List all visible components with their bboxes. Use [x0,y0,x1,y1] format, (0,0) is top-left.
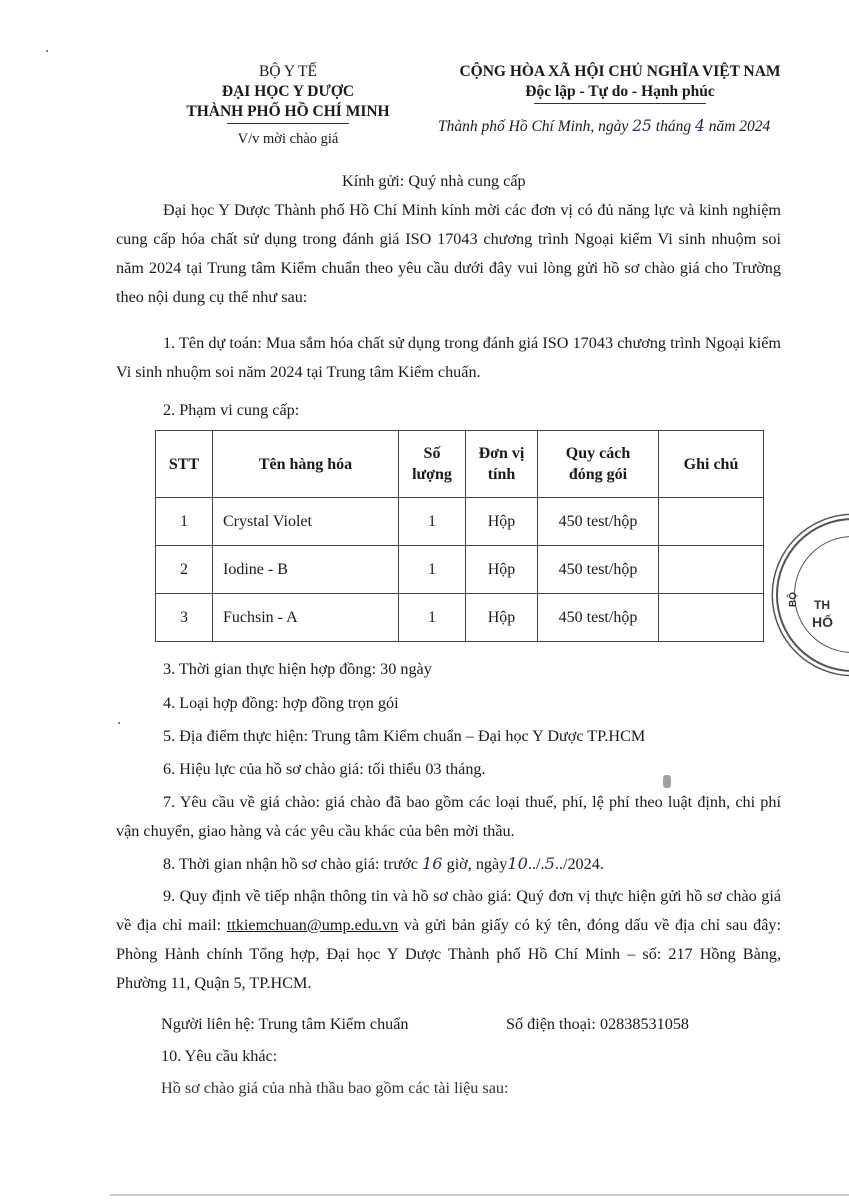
page-bottom-edge [110,1194,849,1196]
item-10-text: Hồ sơ chào giá của nhà thầu bao gồm các tài liệu sau: [161,1079,509,1097]
header-pack-line2: đóng gói [568,466,628,483]
item-4: 4. Loại hợp đồng: hợp đồng trọn gói [163,694,399,712]
intro-paragraph [116,196,781,312]
cell-unit: Hộp [466,498,538,546]
date-day-handwritten: 25 [632,117,652,135]
item-3: 3. Thời gian thực hiện hợp đồng: 30 ngày [163,660,432,678]
cell-note [659,594,764,642]
item-8-prefix: 8. Thời gian nhận hồ sơ chào giá: trước [163,855,418,873]
cell-pack: 450 test/hộp [538,498,659,546]
item-8-mid: giờ, ngày [446,855,508,873]
cell-note [659,498,764,546]
header-pack-line1: Quy cách [565,445,631,462]
table-row [156,498,764,546]
item-10: 10. Yêu cầu khác: [161,1047,278,1065]
header-qty-line2: lượng [412,466,452,483]
cell-qty: 1 [399,498,466,546]
national-motto: Độc lập - Tự do - Hạnh phúc [525,83,715,100]
cell-qty: 1 [399,546,466,594]
item-2: 2. Phạm vi cung cấp: [163,401,300,419]
university-name-line2: THÀNH PHỐ HỒ CHÍ MINH [186,103,390,120]
item-8 [163,849,604,879]
item-1-text: 1. Tên dự toán: Mua sắm hóa chất sử dụng trong đánh giá ISO 17043 chương trình Ngoại kiểm Vi sinh nhuộm soi năm 2024 tại Trung tâm Kiểm chuẩn. [116,334,781,381]
item-9 [116,882,781,998]
official-stamp [776,518,849,672]
contact-email-link[interactable]: ttkiemchuan@ump.edu.vn [226,916,399,934]
item-9-before-email: 9. Quy định về tiếp nhận thông tin và hồ sơ chào giá: Quý đơn vị thực hiện gửi hồ sơ chào giá về địa chỉ mail: [116,887,781,934]
item-1 [116,329,781,387]
item-8-suffix: ../2024. [554,855,604,873]
table-header-row [156,431,764,498]
cell-stt: 2 [156,546,213,594]
cell-pack: 450 test/hộp [538,546,659,594]
cell-stt: 3 [156,594,213,642]
header-unit-line1: Đơn vị [478,445,525,462]
header-qty [399,431,466,498]
scan-speck [46,50,48,52]
university-name-line1: ĐẠI HỌC Y DƯỢC [221,83,355,100]
deadline-hour-handwritten: 16 [421,854,443,873]
cell-note [659,546,764,594]
item-7-text: 7. Yêu cầu về giá chào: giá chào đã bao gồm các loại thuế, phí, lệ phí theo luật định, chi phí vận chuyển, giao hàng và các yêu cầu khác của bên mời thầu. [116,793,781,840]
ministry-name: BỘ Y TẾ [259,63,317,80]
cell-pack: 450 test/hộp [538,594,659,642]
item-9-after-email: và gửi bản giấy có ký tên, đóng dấu về địa chỉ sau đây: Phòng Hành chính Tổng hợp, Đại học Y Dược Thành phố Hồ Chí Minh – số: 217 Hồng Bàng, Phường 11, Quận 5, TP.HCM. [116,916,781,992]
table-row [156,594,764,642]
header-qty-line1: Số [423,445,441,462]
scan-speck [118,722,120,724]
cell-name: Iodine - B [213,546,399,594]
stamp-inner-ring [794,536,849,653]
date-month-label: tháng [655,118,692,135]
header-name: Tên hàng hóa [213,431,399,498]
salutation: Kính gửi: Quý nhà cung cấp [342,172,526,190]
country-name: CỘNG HÒA XÃ HỘI CHỦ NGHĨA VIỆT NAM [459,63,781,80]
header-stt: STT [156,431,213,498]
table-row [156,546,764,594]
scan-smudge [663,775,671,788]
stamp-text-center1: TH [814,598,830,612]
cell-stt: 1 [156,498,213,546]
subject-line: V/v mời chào giá [237,131,339,147]
header-unit [466,431,538,498]
header-left-rule [227,123,349,124]
stamp-text-center2: HỐ [812,614,833,630]
cell-unit: Hộp [466,594,538,642]
contact-person: Người liên hệ: Trung tâm Kiểm chuẩn [161,1015,409,1033]
date-year: năm 2024 [708,118,771,135]
date-month-handwritten: 4 [694,117,705,135]
date-prefix: Thành phố Hồ Chí Minh, ngày [438,118,629,135]
header-right-rule [534,103,706,104]
item-6: 6. Hiệu lực của hồ sơ chào giá: tối thiểu 03 tháng. [163,760,486,778]
deadline-day-handwritten: 10 [507,854,528,873]
items-table [155,430,764,642]
issuer-block [180,62,396,149]
contact-phone: Số điện thoại: 02838531058 [506,1015,690,1033]
stamp-text-left: BỘ [788,592,799,607]
deadline-month-handwritten: 5 [544,854,555,873]
national-header [420,62,820,104]
item-8-sep: ../. [527,855,545,873]
cell-name: Fuchsin - A [213,594,399,642]
cell-unit: Hộp [466,546,538,594]
cell-qty: 1 [399,594,466,642]
document-date [438,117,770,136]
cell-name: Crystal Violet [213,498,399,546]
header-pack [538,431,659,498]
item-7 [116,788,781,846]
intro-text: Đại học Y Dược Thành phố Hồ Chí Minh kính mời các đơn vị có đủ năng lực và kinh nghiệm cung cấp hóa chất sử dụng trong đánh giá ISO 17043 chương trình Ngoại kiểm Vi sinh nhuộm soi năm 2024 tại Trung tâm Kiểm chuẩn theo yêu cầu dưới đây vui lòng gửi hồ sơ chào giá cho Trường theo nội dung cụ thể như sau: [116,201,781,306]
item-5: 5. Địa điểm thực hiện: Trung tâm Kiểm chuẩn – Đại học Y Dược TP.HCM [163,727,646,745]
header-unit-line2: tính [487,466,516,483]
header-note: Ghi chú [659,431,764,498]
